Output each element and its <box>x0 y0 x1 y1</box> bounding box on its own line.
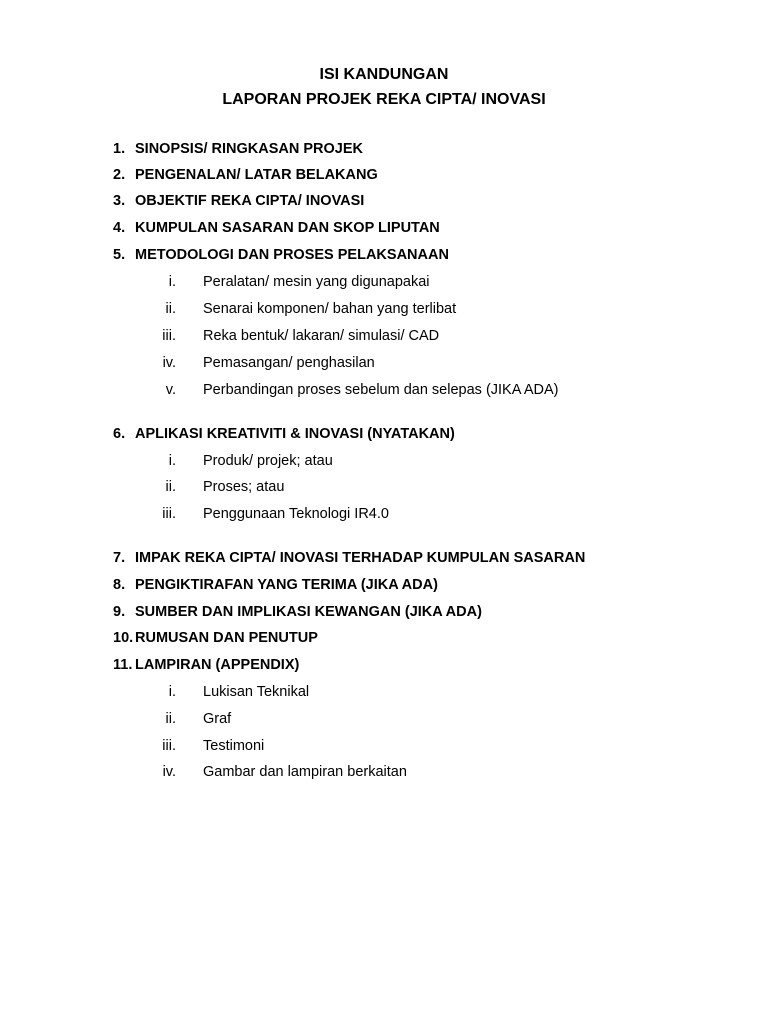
toc-item-number: 2. <box>113 167 126 183</box>
toc-item-number: 5. <box>113 247 126 263</box>
toc-subitem <box>140 504 389 524</box>
toc-item-number: 7. <box>113 550 126 566</box>
toc-subitem <box>140 272 430 292</box>
toc-item-label: LAMPIRAN (APPENDIX) <box>135 657 300 673</box>
toc-subitem <box>140 762 407 782</box>
toc-subitem <box>140 353 375 373</box>
toc-subitem-label: Testimoni <box>203 738 265 754</box>
toc-item-number: 6. <box>113 426 126 442</box>
toc-item-label: METODOLOGI DAN PROSES PELAKSANAAN <box>135 247 449 263</box>
toc-subitem-number: ii. <box>165 479 176 495</box>
toc-subitem-label: Graf <box>203 711 232 727</box>
toc-item-label: OBJEKTIF REKA CIPTA/ INOVASI <box>135 193 365 209</box>
toc-item-label: SINOPSIS/ RINGKASAN PROJEK <box>135 141 364 157</box>
toc-subitem-number: i. <box>168 453 176 469</box>
toc-item <box>113 548 585 568</box>
toc-subitem-number: iii. <box>162 328 176 344</box>
toc-subitem-number: v. <box>165 382 176 398</box>
toc-item <box>113 191 364 211</box>
toc-subitem <box>140 380 559 400</box>
toc-subitem-number: iii. <box>162 738 176 754</box>
toc-subitem-label: Penggunaan Teknologi IR4.0 <box>203 506 389 522</box>
toc-subitem <box>140 709 232 729</box>
toc-item-number: 10. <box>113 630 134 646</box>
toc-subitem-label: Pemasangan/ penghasilan <box>203 355 375 371</box>
toc-subitem-label: Gambar dan lampiran berkaitan <box>203 764 407 780</box>
toc-subitem-number: i. <box>168 684 176 700</box>
toc-item-number: 8. <box>113 577 126 593</box>
toc-subitem-label: Reka bentuk/ lakaran/ simulasi/ CAD <box>203 328 440 344</box>
toc-item-number: 1. <box>113 141 126 157</box>
toc-subitem-number: ii. <box>165 711 176 727</box>
toc-subitem-label: Perbandingan proses sebelum dan selepas (JIKA ADA) <box>203 382 559 398</box>
toc-item-label: PENGENALAN/ LATAR BELAKANG <box>135 167 378 183</box>
toc-subitem <box>140 736 265 756</box>
toc-subitem <box>140 326 440 346</box>
toc-subitem <box>140 682 310 702</box>
toc-item <box>113 218 440 238</box>
toc-item-number: 9. <box>113 604 126 620</box>
toc-subitem-number: ii. <box>165 301 176 317</box>
toc-subitem-label: Senarai komponen/ bahan yang terlibat <box>203 301 457 317</box>
toc-subitem-label: Proses; atau <box>203 479 285 495</box>
toc-subitem-number: iii. <box>162 506 176 522</box>
toc-subitem-label: Lukisan Teknikal <box>203 684 310 700</box>
toc-item <box>113 139 363 159</box>
toc-item <box>113 165 378 185</box>
toc-item-label: IMPAK REKA CIPTA/ INOVASI TERHADAP KUMPULAN SASARAN <box>135 550 586 566</box>
toc-subitem <box>140 477 285 497</box>
toc-item <box>113 424 455 444</box>
toc-item <box>113 575 438 595</box>
toc-item <box>113 628 318 648</box>
toc-subitem-number: i. <box>168 274 176 290</box>
toc-item <box>113 655 299 675</box>
toc-item-number: 11. <box>113 657 133 673</box>
toc-subitem-number: iv. <box>162 355 176 371</box>
toc-item-label: APLIKASI KREATIVITI & INOVASI (NYATAKAN) <box>135 426 455 442</box>
toc-subitem-number: iv. <box>162 764 176 780</box>
page-subtitle: LAPORAN PROJEK REKA CIPTA/ INOVASI <box>222 91 546 108</box>
page-title: ISI KANDUNGAN <box>319 66 449 83</box>
toc-item-label: RUMUSAN DAN PENUTUP <box>135 630 318 646</box>
toc-item-number: 4. <box>113 220 126 236</box>
toc-subitem-label: Produk/ projek; atau <box>203 453 333 469</box>
toc-item-label: KUMPULAN SASARAN DAN SKOP LIPUTAN <box>135 220 440 236</box>
toc-subitem-label: Peralatan/ mesin yang digunapakai <box>203 274 430 290</box>
toc-item <box>113 245 449 265</box>
toc-item <box>113 602 482 622</box>
toc-item-label: SUMBER DAN IMPLIKASI KEWANGAN (JIKA ADA) <box>135 604 482 620</box>
toc-item-number: 3. <box>113 193 126 209</box>
toc-item-label: PENGIKTIRAFAN YANG TERIMA (JIKA ADA) <box>135 577 438 593</box>
toc-subitem <box>140 299 457 319</box>
toc-subitem <box>140 451 333 471</box>
